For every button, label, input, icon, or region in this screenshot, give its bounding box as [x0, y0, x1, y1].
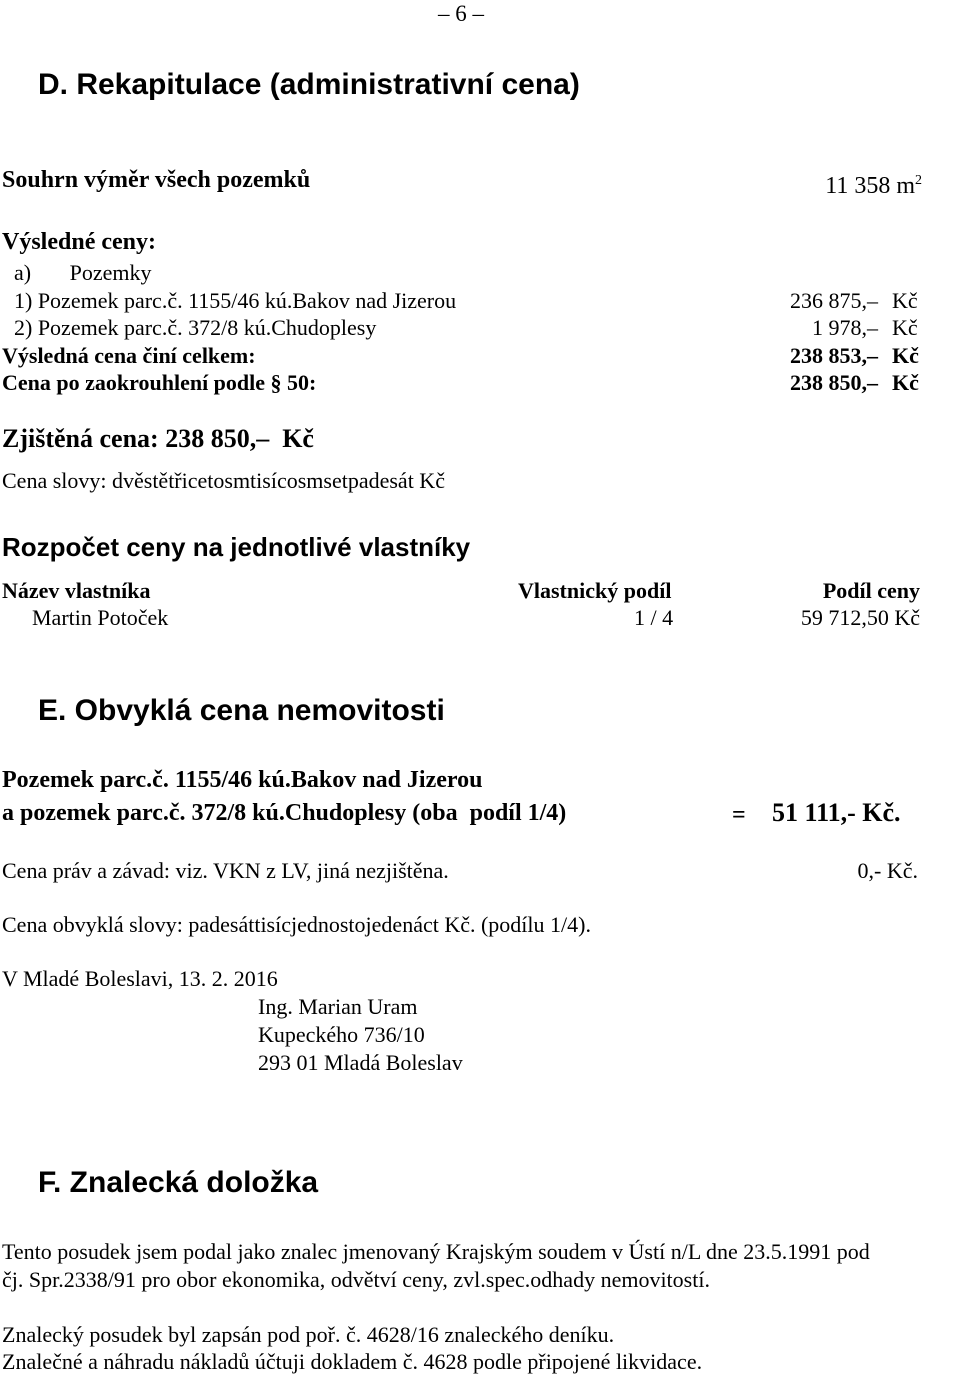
equals-sign: = — [732, 802, 746, 828]
signature-street: Kupeckého 736/10 — [258, 1022, 425, 1047]
section-d-title: D. Rekapitulace (administrativní cena) — [38, 68, 580, 101]
page-number: – 6 – — [438, 1, 484, 26]
total-label: Výsledná cena činí celkem: — [2, 343, 256, 368]
budget-header-owner: Název vlastníka — [2, 578, 151, 603]
results-label: Výsledné ceny: — [2, 229, 156, 255]
clause-para-2-line-1: Znalecký posudek byl zapsán pod poř. č. 4628/16 znaleckého deníku. — [2, 1322, 615, 1347]
item-1-currency: Kč — [892, 288, 918, 313]
item-2-amount: 1 978,– — [812, 315, 878, 340]
usual-price-line-1: Pozemek parc.č. 1155/46 kú.Bakov nad Jizerou — [2, 767, 483, 793]
section-f-title: F. Znalecká doložka — [38, 1166, 319, 1199]
usual-price-line-2: a pozemek parc.č. 372/8 kú.Chudoplesy (oba podíl 1/4) — [2, 800, 567, 826]
rights-label: Cena práv a závad: viz. VKN z LV, jiná nezjištěna. — [2, 858, 449, 883]
budget-row-owner: Martin Potoček — [32, 605, 169, 630]
category-label: a) Pozemky — [14, 260, 152, 285]
total-amount: 238 853,– — [790, 343, 878, 368]
budget-row-price-share: 59 712,50 Kč — [800, 605, 920, 630]
rounded-label: Cena po zaokrouhlení podle § 50: — [2, 370, 317, 395]
rounded-amount: 238 850,– — [790, 370, 878, 395]
usual-price-value: 51 111,- Kč. — [772, 798, 901, 827]
clause-para-1-line-1: Tento posudek jsem podal jako znalec jmenovaný Krajským soudem v Ústí n/L dne 23.5.1991 pod — [2, 1239, 870, 1264]
budget-row-share: 1 / 4 — [634, 605, 674, 630]
price-in-words: Cena slovy: dvěstětřicetosmtisícosmsetpadesát Kč — [2, 468, 445, 493]
clause-para-2-line-2: Znalečné a náhradu nákladů účtuji dokladem č. 4628 podle připojené likvidace. — [2, 1349, 703, 1374]
item-1-label: 1) Pozemek parc.č. 1155/46 kú.Bakov nad Jizerou — [14, 288, 457, 313]
signature-city: 293 01 Mladá Boleslav — [258, 1050, 463, 1075]
place-date: V Mladé Boleslavi, 13. 2. 2016 — [2, 966, 278, 991]
clause-para-1-line-2: čj. Spr.2338/91 pro obor ekonomika, odvětví ceny, zvl.spec.odhady nemovitostí. — [2, 1267, 710, 1292]
section-e-title: E. Obvyklá cena nemovitosti — [38, 694, 445, 727]
item-1-amount: 236 875,– — [790, 288, 878, 313]
budget-title: Rozpočet ceny na jednotlivé vlastníky — [2, 532, 471, 562]
item-2-label: 2) Pozemek parc.č. 372/8 kú.Chudoplesy — [14, 315, 377, 340]
signature-name: Ing. Marian Uram — [258, 994, 418, 1019]
rounded-currency: Kč — [892, 370, 919, 395]
area-label: Souhrn výměr všech pozemků — [2, 167, 311, 193]
determined-price: Zjištěná cena: 238 850,– Kč — [2, 424, 314, 453]
item-2-currency: Kč — [892, 315, 918, 340]
area-value: 11 358 $m^2$ — [825, 173, 922, 199]
rights-value: 0,- Kč. — [857, 858, 918, 883]
area-unit-superscript: 2 — [915, 173, 922, 188]
usual-price-in-words: Cena obvyklá slovy: padesáttisícjednostojedenáct Kč. (podílu 1/4). — [2, 912, 591, 937]
budget-header-share: Vlastnický podíl — [518, 578, 672, 603]
budget-header-price-share: Podíl ceny — [822, 578, 920, 603]
total-currency: Kč — [892, 343, 919, 368]
